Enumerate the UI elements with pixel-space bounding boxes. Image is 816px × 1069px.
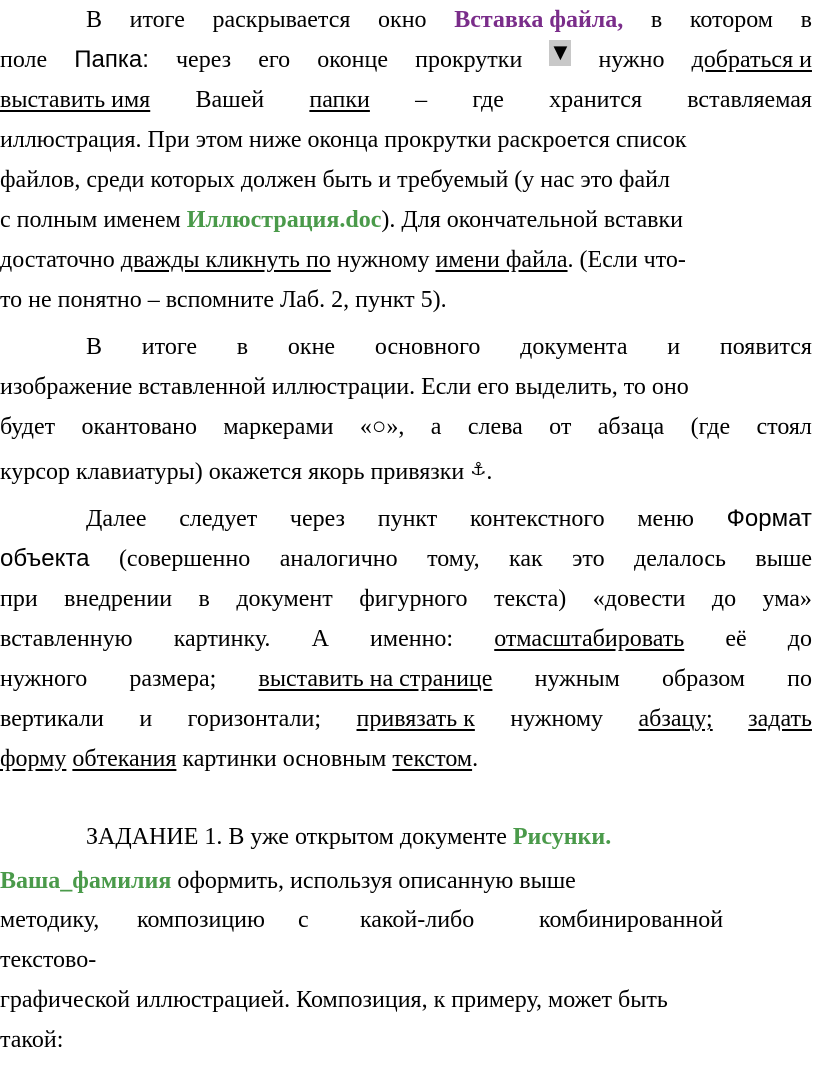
- text: .: [486, 459, 493, 485]
- word: и: [667, 334, 681, 360]
- text: . (Если что-: [567, 247, 686, 273]
- word: пункт: [377, 506, 438, 532]
- word: В: [86, 334, 103, 360]
- word: контекстного: [469, 506, 605, 532]
- word: образом: [662, 666, 745, 692]
- p2-line-4: [0, 450, 812, 490]
- word: хранится: [549, 87, 642, 113]
- word: окно: [378, 7, 427, 33]
- word: Далее: [86, 506, 147, 532]
- p1-line-6: [0, 200, 812, 240]
- word: следует: [179, 506, 258, 532]
- word: это: [572, 546, 605, 572]
- word: в: [650, 7, 663, 33]
- word: (совершенно: [118, 546, 251, 572]
- underlined-phrase: выставить имя: [0, 87, 151, 113]
- word: слева: [467, 414, 523, 440]
- dropdown-arrow-icon: ▼: [549, 40, 571, 66]
- word: через: [175, 47, 232, 73]
- p1-line-2: [0, 40, 812, 80]
- dialog-name-insert-file: Вставка файла,: [454, 7, 624, 33]
- word: в: [198, 586, 210, 612]
- word: в: [236, 334, 249, 360]
- field-name-folder: Папка:: [74, 46, 149, 73]
- text: ). Для окончательной вставки: [381, 207, 683, 233]
- task-line-3: [0, 900, 812, 940]
- word: делалось: [634, 546, 726, 572]
- word: окантовано: [81, 414, 198, 440]
- word: нужного: [0, 666, 88, 692]
- word: а: [430, 414, 442, 440]
- task-line-5: графической иллюстрацией. Композиция, к примеру, может быть: [0, 987, 668, 1013]
- p2-line-2: изображение вставленной иллюстрации. Если его выделить, то оно: [0, 374, 689, 400]
- word: горизонтали;: [187, 706, 322, 732]
- word: документ: [236, 586, 333, 612]
- text: картинки основным: [176, 746, 393, 772]
- p3-line-2: [0, 539, 812, 579]
- p1-line-1: [86, 0, 812, 40]
- word: В: [86, 7, 103, 33]
- task-line-6: такой:: [0, 1027, 64, 1053]
- p3-line-3: [0, 579, 812, 619]
- p1-line-7: [0, 240, 812, 280]
- word: композицию: [137, 907, 265, 933]
- word: комбинированной: [539, 907, 724, 933]
- word: раскрывается: [212, 7, 351, 33]
- anchor-icon: ⚓: [470, 459, 487, 480]
- word: через: [289, 506, 346, 532]
- word: методику,: [0, 907, 100, 933]
- menu-name-format: Формат: [726, 505, 812, 532]
- text: достаточно: [0, 247, 121, 273]
- word: картинку.: [173, 626, 271, 652]
- document-name: Ваша_фамилия: [0, 868, 172, 894]
- text: с полным именем: [0, 207, 187, 233]
- word: вставленную: [0, 626, 133, 652]
- word: от: [549, 414, 572, 440]
- underlined-word: текстом: [392, 746, 473, 772]
- menu-name-object: объекта: [0, 545, 90, 572]
- word: итоге: [129, 7, 185, 33]
- p1-line-4: иллюстрация. При этом ниже оконца прокрутки раскроется список: [0, 127, 687, 153]
- word: абзаца: [597, 414, 665, 440]
- word: А: [311, 626, 329, 652]
- underlined-word: задать: [748, 706, 812, 732]
- word: нужно: [598, 47, 665, 73]
- underlined-phrase: выставить на странице: [258, 666, 493, 692]
- task-heading: ЗАДАНИЕ 1. В уже открытом документе: [86, 824, 513, 850]
- underlined-phrase: дважды кликнуть по: [120, 247, 331, 273]
- word: прокрутки: [415, 47, 523, 73]
- word: и: [139, 706, 153, 732]
- document-name: Рисунки.: [512, 824, 612, 850]
- underlined-word: папки: [309, 87, 370, 113]
- word: текста): [494, 586, 567, 612]
- word: нужным: [534, 666, 620, 692]
- word: тому,: [427, 546, 480, 572]
- text: курсор клавиатуры) окажется якорь привязки: [0, 459, 471, 485]
- p3-line-4: [0, 619, 812, 659]
- underlined-word: отмасштабировать: [494, 626, 685, 652]
- word: –: [415, 87, 428, 113]
- word: нужному: [510, 706, 604, 732]
- p2-line-1: [86, 327, 812, 367]
- p1-line-8: то не понятно – вспомните Лаб. 2, пункт 5).: [0, 287, 447, 313]
- p3-line-6: [0, 699, 812, 739]
- word: поле: [0, 47, 48, 73]
- p3-line-1: [86, 499, 812, 539]
- word: оконце: [317, 47, 389, 73]
- word: её: [725, 626, 747, 652]
- word: появится: [719, 334, 812, 360]
- word: вертикали: [0, 706, 104, 732]
- word: Вашей: [195, 87, 265, 113]
- word: по: [787, 666, 812, 692]
- word: будет: [0, 414, 56, 440]
- word: фигурного: [359, 586, 468, 612]
- word: котором: [689, 7, 773, 33]
- word: именно:: [370, 626, 454, 652]
- word: до: [787, 626, 812, 652]
- word: при: [0, 586, 38, 612]
- word: вставляемая: [687, 87, 812, 113]
- word: основного: [374, 334, 481, 360]
- task-line-4: текстово-: [0, 947, 97, 973]
- p2-line-3: [0, 407, 812, 447]
- word: «○»,: [359, 414, 405, 440]
- word: его: [258, 47, 291, 73]
- word: ума»: [762, 586, 812, 612]
- task-line-1: [86, 817, 812, 857]
- word: меню: [637, 506, 694, 532]
- word: как: [509, 546, 543, 572]
- p1-line-3: [0, 80, 812, 120]
- text: оформить, используя описанную выше: [171, 868, 576, 894]
- underlined-phrase: имени файла: [435, 247, 568, 273]
- word: какой-либо: [360, 907, 475, 933]
- word: в: [800, 7, 812, 33]
- p3-line-5: [0, 659, 812, 699]
- word: «довести: [592, 586, 686, 612]
- word: аналогично: [279, 546, 398, 572]
- underlined-word: форму: [0, 746, 67, 772]
- underlined-word: абзацу;: [638, 706, 713, 732]
- word: размера;: [129, 666, 217, 692]
- text: нужному: [330, 247, 436, 273]
- word: итоге: [141, 334, 197, 360]
- underlined-phrase: привязать к: [356, 706, 475, 732]
- word: окне: [287, 334, 336, 360]
- text: .: [472, 746, 479, 772]
- file-name: Иллюстрация.doc: [186, 207, 382, 233]
- word: стоял: [756, 414, 812, 440]
- p3-line-7: [0, 739, 812, 779]
- word: внедрении: [64, 586, 173, 612]
- word: где: [472, 87, 504, 113]
- word: выше: [755, 546, 812, 572]
- word: с: [298, 907, 309, 933]
- word: документа: [520, 334, 628, 360]
- word: до: [711, 586, 737, 612]
- word: маркерами: [223, 414, 334, 440]
- p1-line-5: файлов, среди которых должен быть и требуемый (у нас это файл: [0, 167, 670, 193]
- task-line-2: [0, 861, 812, 901]
- underlined-phrase: добраться и: [691, 47, 812, 73]
- underlined-word: обтекания: [72, 746, 177, 772]
- word: (где: [690, 414, 731, 440]
